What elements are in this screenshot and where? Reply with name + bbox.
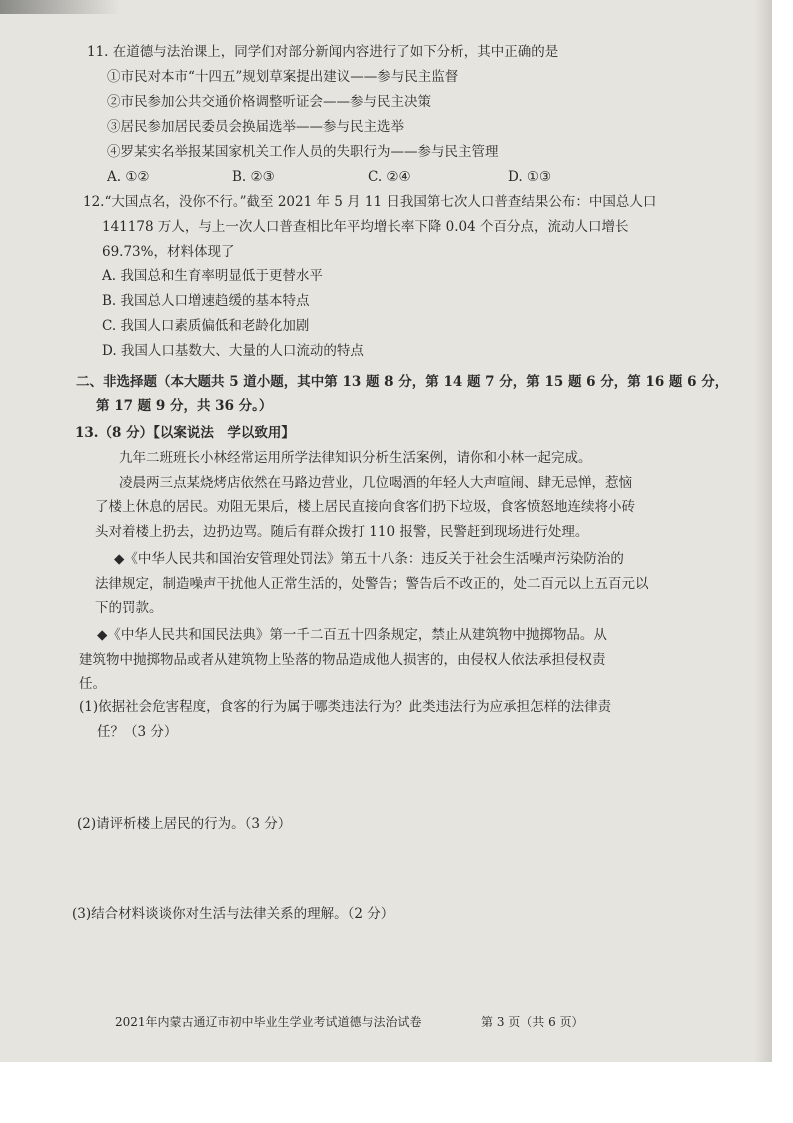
q13-law2-line-2: 建筑物中抛掷物品或者从建筑物上坠落的物品造成他人损害的，由侵权人依法承担侵权责 <box>79 652 606 668</box>
q13-sub3: (3)结合材料谈谈你对生活与法律关系的理解。（2 分） <box>72 906 395 922</box>
footer-exam-title: 2021年内蒙古通辽市初中毕业生学业考试道德与法治试卷 <box>115 1015 422 1029</box>
q11-item-3: ③居民参加居民委员会换届选举——参与民主选举 <box>107 119 404 135</box>
q13-case-line-3: 头对着楼上扔去，边扔边骂。随后有群众拨打 110 报警，民警赶到现场进行处理。 <box>95 524 589 540</box>
q13-sub1-line-2: 任？（3 分） <box>97 724 178 740</box>
q12-option-a: A. 我国总和生育率明显低于更替水平 <box>102 268 323 284</box>
q13-law2-line-3: 任。 <box>79 676 106 692</box>
q11-option-c: C. ②④ <box>368 169 411 185</box>
q11-option-b: B. ②③ <box>232 169 275 185</box>
q13-case-line-1: 凌晨两三点某烧烤店依然在马路边营业，几位喝酒的年轻人大声喧闹、肆无忌惮，惹恼 <box>119 475 632 491</box>
q11-stem: 11. 在道德与法治课上，同学们对部分新闻内容进行了如下分析，其中正确的是 <box>87 44 559 60</box>
q13-heading: 13.（8 分）【以案说法 学以致用】 <box>75 425 295 441</box>
q13-law1-line-3: 下的罚款。 <box>95 600 163 616</box>
q12-option-b: B. 我国总人口增速趋缓的基本特点 <box>102 293 310 309</box>
section2-heading-line-1: 二、非选择题（本大题共 5 道小题，其中第 13 题 8 分，第 14 题 7 分，第 15 题 6 分，第 16 题 6 分， <box>76 374 729 390</box>
q12-option-d: D. 我国人口基数大、大量的人口流动的特点 <box>102 343 364 359</box>
q11-item-4: ④罗某实名举报某国家机关工作人员的失职行为——参与民主管理 <box>107 144 499 160</box>
q13-law1-line-1: ◆《中华人民共和国治安管理处罚法》第五十八条：违反关于社会生活噪声污染防治的 <box>114 551 624 567</box>
footer-page-info: 第 3 页（共 6 页） <box>481 1015 584 1029</box>
q11-option-a: A. ①② <box>107 169 150 185</box>
q12-stem-line-1: 12.“大国点名，没你不行。”截至 2021 年 5 月 11 日我国第七次人口普查结果公布：中国总人口 <box>83 194 657 210</box>
q11-item-2: ②市民参加公共交通价格调整听证会——参与民主决策 <box>107 94 431 110</box>
section2-heading-line-2: 第 17 题 9 分，共 36 分。） <box>96 398 273 414</box>
q13-sub1-line-1: (1)依据社会危害程度，食客的行为属于哪类违法行为？此类违法行为应承担怎样的法律责 <box>79 699 612 715</box>
q13-sub2: (2)请评析楼上居民的行为。（3 分） <box>77 816 292 832</box>
q13-law2-line-1: ◆《中华人民共和国民法典》第一千二百五十四条规定，禁止从建筑物中抛掷物品。从 <box>97 627 607 643</box>
q12-option-c: C. 我国人口素质偏低和老龄化加剧 <box>102 318 310 334</box>
q12-stem-line-3: 69.73%，材料体现了 <box>102 244 235 260</box>
q11-item-1: ①市民对本市“十四五”规划草案提出建议——参与民主监督 <box>107 69 459 85</box>
q11-option-d: D. ①③ <box>508 169 552 185</box>
q13-case-line-2: 了楼上休息的居民。劝阻无果后，楼上居民直接向食客们扔下垃圾，食客愤怒地连续将小砖 <box>95 499 635 515</box>
q12-stem-line-2: 141178 万人，与上一次人口普查相比年平均增长率下降 0.04 个百分点，流动人口增长 <box>102 219 629 235</box>
q13-law1-line-2: 法律规定，制造噪声干扰他人正常生活的，处警告；警告后不改正的，处二百元以上五百元以 <box>95 576 649 592</box>
q13-intro: 九年二班班长小林经常运用所学法律知识分析生活案例，请你和小林一起完成。 <box>119 450 592 466</box>
